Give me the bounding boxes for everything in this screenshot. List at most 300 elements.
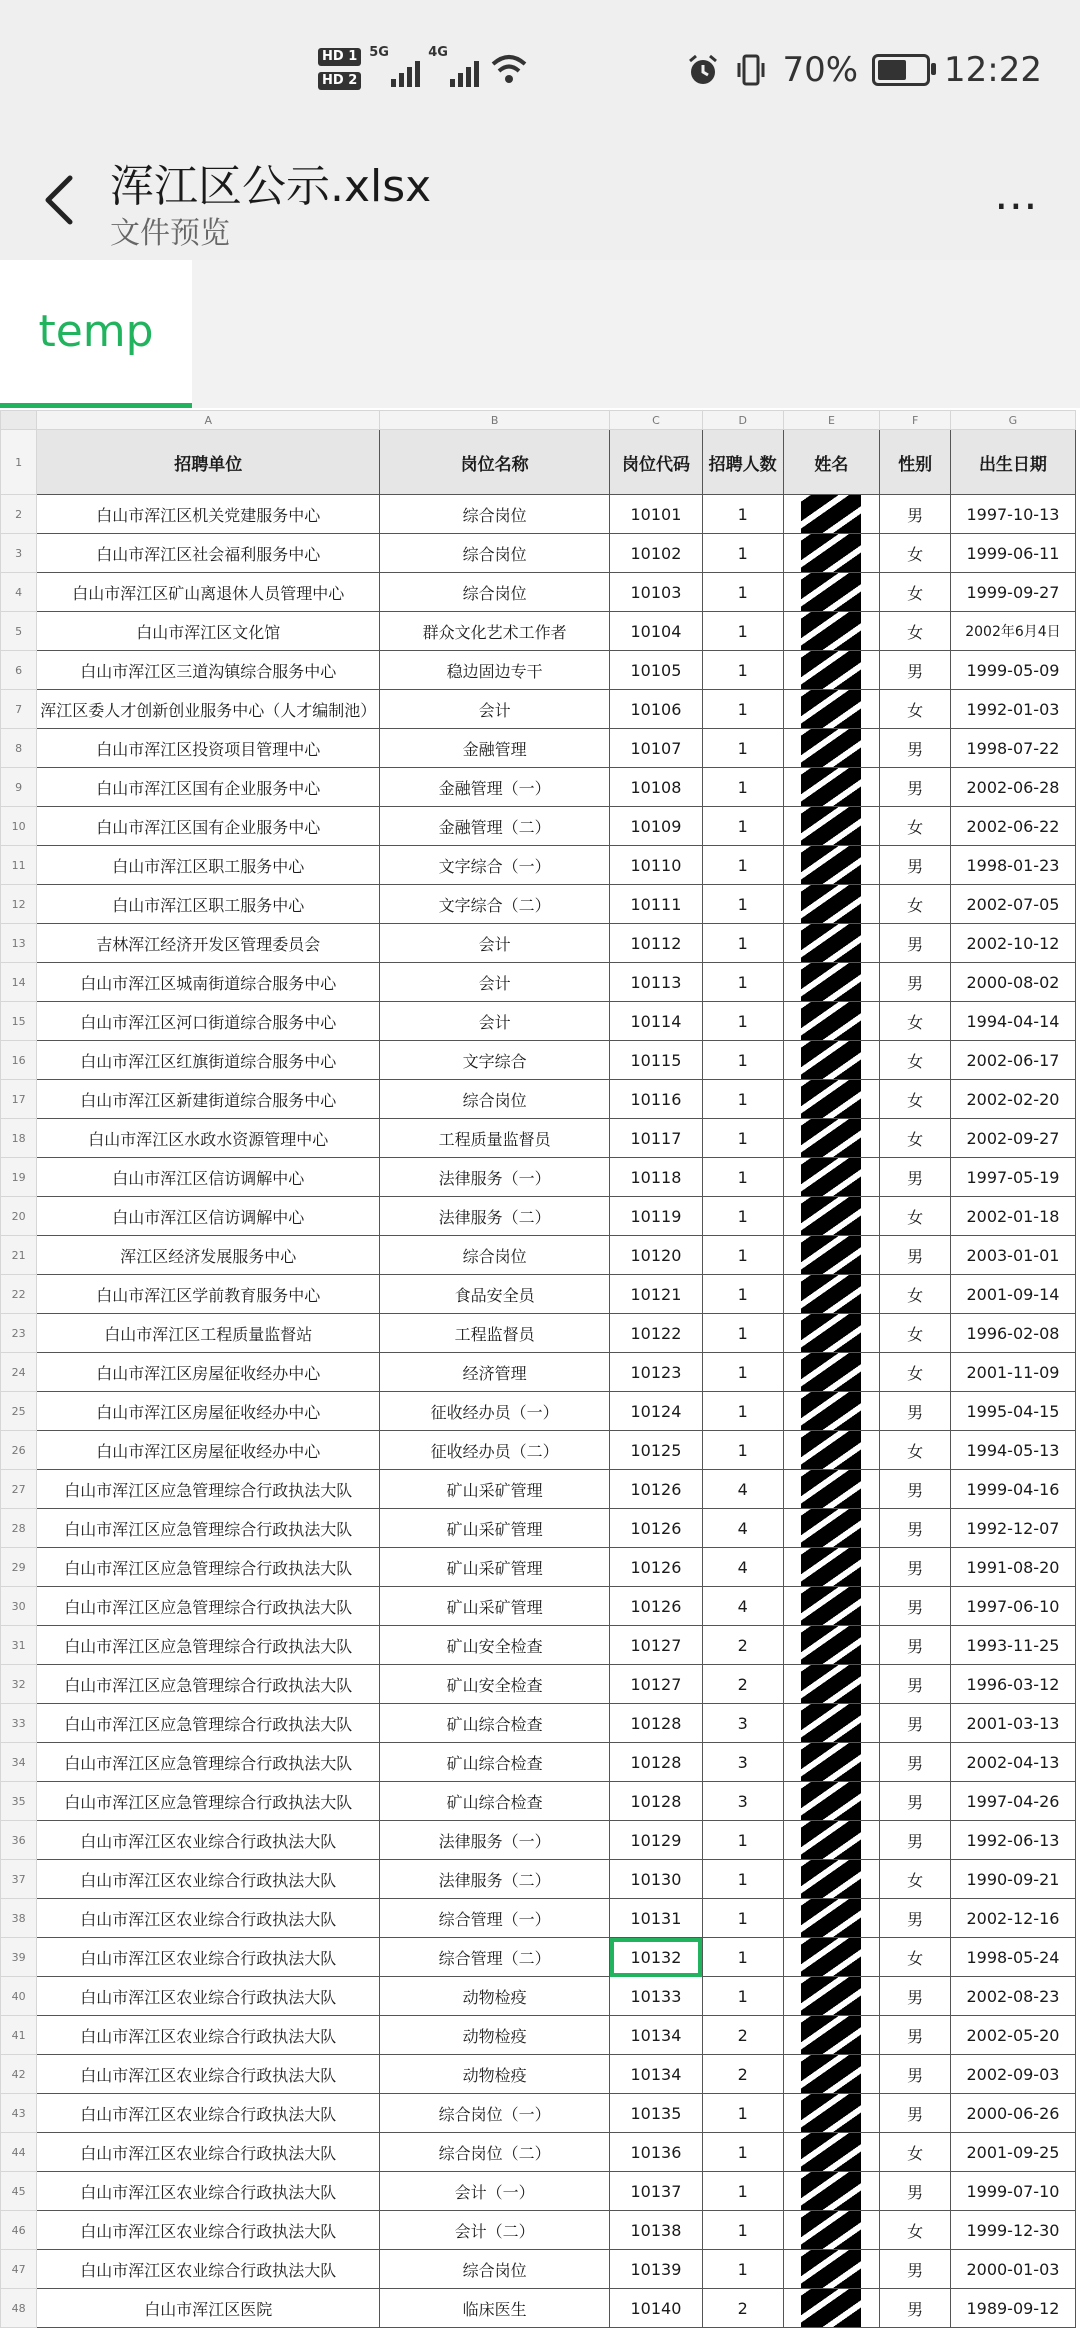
cell-gender[interactable]: 男 [880, 651, 951, 690]
row-number[interactable]: 43 [1, 2094, 37, 2133]
cell-name[interactable] [783, 1821, 880, 1860]
cell-unit[interactable]: 白山市浑江区应急管理综合行政执法大队 [37, 1548, 380, 1587]
row-number[interactable]: 8 [1, 729, 37, 768]
cell-count[interactable]: 1 [702, 651, 783, 690]
cell-count[interactable]: 2 [702, 1665, 783, 1704]
cell-post[interactable]: 综合岗位（一） [380, 2094, 610, 2133]
cell-gender[interactable]: 男 [880, 1470, 951, 1509]
cell-code[interactable]: 10137 [610, 2172, 703, 2211]
cell-name[interactable] [783, 534, 880, 573]
cell-name[interactable] [783, 573, 880, 612]
cell-dob[interactable]: 1994-05-13 [950, 1431, 1075, 1470]
cell-count[interactable]: 3 [702, 1782, 783, 1821]
row-number[interactable]: 9 [1, 768, 37, 807]
cell-count[interactable]: 2 [702, 1626, 783, 1665]
cell-post[interactable]: 法律服务（二） [380, 1860, 610, 1899]
cell-code[interactable]: 10128 [610, 1743, 703, 1782]
cell-count[interactable]: 1 [702, 1236, 783, 1275]
cell-name[interactable] [783, 2016, 880, 2055]
cell-unit[interactable]: 白山市浑江区社会福利服务中心 [37, 534, 380, 573]
cell-code[interactable]: 10136 [610, 2133, 703, 2172]
cell-post[interactable]: 综合岗位 [380, 1236, 610, 1275]
cell-code[interactable]: 10101 [610, 495, 703, 534]
cell-gender[interactable]: 女 [880, 1197, 951, 1236]
cell-unit[interactable]: 白山市浑江区城南街道综合服务中心 [37, 963, 380, 1002]
cell-count[interactable]: 1 [702, 2250, 783, 2289]
cell-name[interactable] [783, 651, 880, 690]
cell-name[interactable] [783, 2289, 880, 2328]
cell-unit[interactable]: 白山市浑江区农业综合行政执法大队 [37, 2016, 380, 2055]
cell-unit[interactable]: 白山市浑江区国有企业服务中心 [37, 768, 380, 807]
cell-code[interactable]: 10125 [610, 1431, 703, 1470]
cell-dob[interactable]: 1999-07-10 [950, 2172, 1075, 2211]
cell-dob[interactable]: 1999-12-30 [950, 2211, 1075, 2250]
cell-post[interactable]: 综合管理（一） [380, 1899, 610, 1938]
column-letter[interactable]: D [702, 411, 783, 430]
cell-dob[interactable]: 1993-11-25 [950, 1626, 1075, 1665]
cell-gender[interactable]: 女 [880, 1002, 951, 1041]
cell-name[interactable] [783, 2172, 880, 2211]
cell-code[interactable]: 10109 [610, 807, 703, 846]
cell-count[interactable]: 1 [702, 924, 783, 963]
cell-code[interactable]: 10118 [610, 1158, 703, 1197]
cell-post[interactable]: 文字综合 [380, 1041, 610, 1080]
row-number[interactable]: 37 [1, 1860, 37, 1899]
row-number[interactable]: 23 [1, 1314, 37, 1353]
row-number[interactable]: 20 [1, 1197, 37, 1236]
cell-post[interactable]: 经济管理 [380, 1353, 610, 1392]
cell-gender[interactable]: 女 [880, 1041, 951, 1080]
row-number[interactable]: 28 [1, 1509, 37, 1548]
cell-name[interactable] [783, 1938, 880, 1977]
cell-post[interactable]: 矿山采矿管理 [380, 1470, 610, 1509]
cell-gender[interactable]: 男 [880, 729, 951, 768]
cell-post[interactable]: 综合岗位 [380, 1080, 610, 1119]
cell-code[interactable]: 10123 [610, 1353, 703, 1392]
cell-name[interactable] [783, 1899, 880, 1938]
cell-post[interactable]: 矿山采矿管理 [380, 1509, 610, 1548]
cell-name[interactable] [783, 1080, 880, 1119]
cell-dob[interactable]: 2002-02-20 [950, 1080, 1075, 1119]
cell-count[interactable]: 1 [702, 1431, 783, 1470]
cell-count[interactable]: 1 [702, 2172, 783, 2211]
cell-count[interactable]: 1 [702, 1275, 783, 1314]
cell-unit[interactable]: 白山市浑江区三道沟镇综合服务中心 [37, 651, 380, 690]
cell-name[interactable] [783, 612, 880, 651]
cell-count[interactable]: 1 [702, 1197, 783, 1236]
row-number[interactable]: 34 [1, 1743, 37, 1782]
cell-code[interactable]: 10111 [610, 885, 703, 924]
cell-unit[interactable]: 白山市浑江区河口街道综合服务中心 [37, 1002, 380, 1041]
cell-name[interactable] [783, 729, 880, 768]
cell-gender[interactable]: 男 [880, 1158, 951, 1197]
cell-count[interactable]: 1 [702, 1899, 783, 1938]
cell-code[interactable]: 10127 [610, 1626, 703, 1665]
cell-code[interactable]: 10107 [610, 729, 703, 768]
cell-unit[interactable]: 浑江区经济发展服务中心 [37, 1236, 380, 1275]
cell-unit[interactable]: 白山市浑江区应急管理综合行政执法大队 [37, 1743, 380, 1782]
cell-name[interactable] [783, 1119, 880, 1158]
row-number[interactable]: 19 [1, 1158, 37, 1197]
cell-code[interactable]: 10140 [610, 2289, 703, 2328]
cell-post[interactable]: 群众文化艺术工作者 [380, 612, 610, 651]
cell-unit[interactable]: 白山市浑江区应急管理综合行政执法大队 [37, 1665, 380, 1704]
row-number[interactable]: 15 [1, 1002, 37, 1041]
cell-code[interactable]: 10106 [610, 690, 703, 729]
cell-code[interactable]: 10119 [610, 1197, 703, 1236]
header-cell-unit[interactable]: 招聘单位 [37, 430, 380, 495]
cell-code[interactable]: 10124 [610, 1392, 703, 1431]
cell-gender[interactable]: 男 [880, 1821, 951, 1860]
cell-gender[interactable]: 女 [880, 534, 951, 573]
cell-name[interactable] [783, 1431, 880, 1470]
cell-code[interactable]: 10113 [610, 963, 703, 1002]
cell-unit[interactable]: 白山市浑江区农业综合行政执法大队 [37, 1821, 380, 1860]
cell-gender[interactable]: 女 [880, 1860, 951, 1899]
cell-count[interactable]: 1 [702, 2211, 783, 2250]
cell-unit[interactable]: 白山市浑江区农业综合行政执法大队 [37, 2055, 380, 2094]
row-number[interactable]: 33 [1, 1704, 37, 1743]
cell-dob[interactable]: 2002-08-23 [950, 1977, 1075, 2016]
cell-code[interactable]: 10134 [610, 2016, 703, 2055]
cell-post[interactable]: 食品安全员 [380, 1275, 610, 1314]
cell-dob[interactable]: 2002-01-18 [950, 1197, 1075, 1236]
row-number[interactable]: 36 [1, 1821, 37, 1860]
cell-code[interactable]: 10121 [610, 1275, 703, 1314]
tab-temp[interactable]: temp [0, 260, 192, 408]
cell-gender[interactable]: 女 [880, 1080, 951, 1119]
cell-gender[interactable]: 女 [880, 1353, 951, 1392]
cell-unit[interactable]: 白山市浑江区房屋征收经办中心 [37, 1431, 380, 1470]
cell-dob[interactable]: 1991-08-20 [950, 1548, 1075, 1587]
cell-code[interactable]: 10134 [610, 2055, 703, 2094]
header-cell-gender[interactable]: 性别 [880, 430, 951, 495]
cell-post[interactable]: 综合管理（二） [380, 1938, 610, 1977]
row-number[interactable]: 27 [1, 1470, 37, 1509]
cell-count[interactable]: 1 [702, 885, 783, 924]
cell-dob[interactable]: 1997-05-19 [950, 1158, 1075, 1197]
cell-post[interactable]: 金融管理（一） [380, 768, 610, 807]
back-button[interactable] [40, 170, 80, 230]
row-number[interactable]: 26 [1, 1431, 37, 1470]
cell-gender[interactable]: 男 [880, 2016, 951, 2055]
row-number[interactable]: 18 [1, 1119, 37, 1158]
cell-post[interactable]: 工程质量监督员 [380, 1119, 610, 1158]
cell-name[interactable] [783, 1353, 880, 1392]
cell-unit[interactable]: 浑江区委人才创新创业服务中心（人才编制池） [37, 690, 380, 729]
cell-dob[interactable]: 1996-03-12 [950, 1665, 1075, 1704]
cell-name[interactable] [783, 1665, 880, 1704]
cell-count[interactable]: 1 [702, 846, 783, 885]
more-options-button[interactable]: ⋯ [994, 180, 1040, 231]
header-cell-name[interactable]: 姓名 [783, 430, 880, 495]
cell-post[interactable]: 法律服务（二） [380, 1197, 610, 1236]
cell-post[interactable]: 征收经办员（一） [380, 1392, 610, 1431]
cell-name[interactable] [783, 1587, 880, 1626]
cell-gender[interactable]: 男 [880, 1899, 951, 1938]
cell-code[interactable]: 10114 [610, 1002, 703, 1041]
cell-name[interactable] [783, 2250, 880, 2289]
cell-post[interactable]: 会计 [380, 1002, 610, 1041]
cell-name[interactable] [783, 885, 880, 924]
cell-code[interactable]: 10122 [610, 1314, 703, 1353]
cell-dob[interactable]: 1999-09-27 [950, 573, 1075, 612]
row-number[interactable]: 14 [1, 963, 37, 1002]
cell-post[interactable]: 矿山采矿管理 [380, 1587, 610, 1626]
cell-gender[interactable]: 女 [880, 690, 951, 729]
cell-count[interactable]: 1 [702, 729, 783, 768]
cell-name[interactable] [783, 846, 880, 885]
cell-dob[interactable]: 2002-04-13 [950, 1743, 1075, 1782]
cell-code[interactable]: 10138 [610, 2211, 703, 2250]
cell-post[interactable]: 矿山综合检查 [380, 1782, 610, 1821]
cell-dob[interactable]: 1992-06-13 [950, 1821, 1075, 1860]
row-number[interactable]: 46 [1, 2211, 37, 2250]
header-cell-count[interactable]: 招聘人数 [702, 430, 783, 495]
row-number[interactable]: 30 [1, 1587, 37, 1626]
cell-post[interactable]: 矿山安全检查 [380, 1626, 610, 1665]
cell-dob[interactable]: 1999-05-09 [950, 651, 1075, 690]
cell-dob[interactable]: 2002-09-27 [950, 1119, 1075, 1158]
cell-gender[interactable]: 女 [880, 573, 951, 612]
row-number[interactable]: 4 [1, 573, 37, 612]
cell-unit[interactable]: 白山市浑江区机关党建服务中心 [37, 495, 380, 534]
cell-count[interactable]: 3 [702, 1704, 783, 1743]
cell-dob[interactable]: 2001-11-09 [950, 1353, 1075, 1392]
row-number[interactable]: 5 [1, 612, 37, 651]
row-number[interactable]: 39 [1, 1938, 37, 1977]
cell-post[interactable]: 工程监督员 [380, 1314, 610, 1353]
cell-dob[interactable]: 2001-09-25 [950, 2133, 1075, 2172]
cell-gender[interactable]: 男 [880, 1236, 951, 1275]
cell-name[interactable] [783, 807, 880, 846]
cell-unit[interactable]: 白山市浑江区矿山离退休人员管理中心 [37, 573, 380, 612]
cell-code[interactable]: 10131 [610, 1899, 703, 1938]
cell-unit[interactable]: 白山市浑江区房屋征收经办中心 [37, 1353, 380, 1392]
cell-gender[interactable]: 女 [880, 807, 951, 846]
cell-gender[interactable]: 女 [880, 1431, 951, 1470]
cell-post[interactable]: 综合岗位 [380, 495, 610, 534]
row-number[interactable]: 48 [1, 2289, 37, 2328]
cell-code[interactable]: 10115 [610, 1041, 703, 1080]
cell-name[interactable] [783, 1860, 880, 1899]
cell-count[interactable]: 4 [702, 1548, 783, 1587]
cell-dob[interactable]: 1999-06-11 [950, 534, 1075, 573]
corner-cell[interactable] [1, 411, 37, 430]
cell-count[interactable]: 2 [702, 2289, 783, 2328]
cell-unit[interactable]: 白山市浑江区红旗街道综合服务中心 [37, 1041, 380, 1080]
cell-post[interactable]: 动物检疫 [380, 1977, 610, 2016]
row-number[interactable]: 2 [1, 495, 37, 534]
cell-unit[interactable]: 白山市浑江区农业综合行政执法大队 [37, 1977, 380, 2016]
cell-dob[interactable]: 1990-09-21 [950, 1860, 1075, 1899]
cell-post[interactable]: 法律服务（一） [380, 1821, 610, 1860]
cell-name[interactable] [783, 768, 880, 807]
row-number[interactable]: 47 [1, 2250, 37, 2289]
cell-count[interactable]: 1 [702, 1041, 783, 1080]
cell-gender[interactable]: 女 [880, 2133, 951, 2172]
cell-name[interactable] [783, 1470, 880, 1509]
cell-gender[interactable]: 女 [880, 1938, 951, 1977]
cell-name[interactable] [783, 1743, 880, 1782]
cell-gender[interactable]: 男 [880, 1665, 951, 1704]
cell-name[interactable] [783, 1626, 880, 1665]
cell-name[interactable] [783, 963, 880, 1002]
cell-name[interactable] [783, 1782, 880, 1821]
cell-post[interactable]: 会计 [380, 924, 610, 963]
cell-count[interactable]: 1 [702, 1119, 783, 1158]
cell-name[interactable] [783, 495, 880, 534]
cell-unit[interactable]: 吉林浑江经济开发区管理委员会 [37, 924, 380, 963]
cell-dob[interactable]: 2002-06-28 [950, 768, 1075, 807]
cell-name[interactable] [783, 924, 880, 963]
cell-dob[interactable]: 1999-04-16 [950, 1470, 1075, 1509]
cell-gender[interactable]: 女 [880, 1275, 951, 1314]
cell-dob[interactable]: 1992-12-07 [950, 1509, 1075, 1548]
cell-dob[interactable]: 1989-09-12 [950, 2289, 1075, 2328]
cell-count[interactable]: 1 [702, 1314, 783, 1353]
cell-code[interactable]: 10129 [610, 1821, 703, 1860]
cell-code[interactable]: 10128 [610, 1782, 703, 1821]
cell-count[interactable]: 1 [702, 1977, 783, 2016]
cell-post[interactable]: 矿山综合检查 [380, 1743, 610, 1782]
cell-gender[interactable]: 男 [880, 1743, 951, 1782]
cell-code[interactable]: 10126 [610, 1470, 703, 1509]
cell-count[interactable]: 3 [702, 1743, 783, 1782]
cell-count[interactable]: 1 [702, 1080, 783, 1119]
cell-code[interactable]: 10108 [610, 768, 703, 807]
cell-name[interactable] [783, 2094, 880, 2133]
cell-gender[interactable]: 男 [880, 2055, 951, 2094]
cell-name[interactable] [783, 1236, 880, 1275]
cell-dob[interactable]: 1998-07-22 [950, 729, 1075, 768]
row-number[interactable]: 16 [1, 1041, 37, 1080]
cell-unit[interactable]: 白山市浑江区职工服务中心 [37, 885, 380, 924]
cell-post[interactable]: 矿山采矿管理 [380, 1548, 610, 1587]
cell-name[interactable] [783, 1392, 880, 1431]
cell-count[interactable]: 1 [702, 2133, 783, 2172]
cell-count[interactable]: 1 [702, 1158, 783, 1197]
cell-count[interactable]: 1 [702, 690, 783, 729]
row-number[interactable]: 29 [1, 1548, 37, 1587]
row-number[interactable]: 11 [1, 846, 37, 885]
cell-unit[interactable]: 白山市浑江区农业综合行政执法大队 [37, 2211, 380, 2250]
cell-code[interactable]: 10120 [610, 1236, 703, 1275]
cell-name[interactable] [783, 2211, 880, 2250]
cell-unit[interactable]: 白山市浑江区信访调解中心 [37, 1158, 380, 1197]
cell-unit[interactable]: 白山市浑江区水政水资源管理中心 [37, 1119, 380, 1158]
spreadsheet-view[interactable] [0, 410, 1080, 2340]
cell-code[interactable]: 10135 [610, 2094, 703, 2133]
cell-unit[interactable]: 白山市浑江区应急管理综合行政执法大队 [37, 1704, 380, 1743]
header-cell-dob[interactable]: 出生日期 [950, 430, 1075, 495]
cell-post[interactable]: 会计（一） [380, 2172, 610, 2211]
cell-name[interactable] [783, 1509, 880, 1548]
cell-gender[interactable]: 男 [880, 768, 951, 807]
row-number[interactable]: 1 [1, 430, 37, 495]
cell-unit[interactable]: 白山市浑江区新建街道综合服务中心 [37, 1080, 380, 1119]
cell-count[interactable]: 1 [702, 1392, 783, 1431]
cell-dob[interactable]: 2000-06-26 [950, 2094, 1075, 2133]
cell-post[interactable]: 稳边固边专干 [380, 651, 610, 690]
cell-dob[interactable]: 2001-03-13 [950, 1704, 1075, 1743]
cell-dob[interactable]: 1996-02-08 [950, 1314, 1075, 1353]
cell-count[interactable]: 4 [702, 1509, 783, 1548]
cell-gender[interactable]: 男 [880, 846, 951, 885]
cell-count[interactable]: 1 [702, 495, 783, 534]
cell-code[interactable]: 10104 [610, 612, 703, 651]
cell-dob[interactable]: 1992-01-03 [950, 690, 1075, 729]
cell-post[interactable]: 会计 [380, 690, 610, 729]
cell-count[interactable]: 1 [702, 1938, 783, 1977]
row-number[interactable]: 24 [1, 1353, 37, 1392]
cell-unit[interactable]: 白山市浑江区农业综合行政执法大队 [37, 2133, 380, 2172]
cell-dob[interactable]: 1998-01-23 [950, 846, 1075, 885]
cell-gender[interactable]: 男 [880, 1392, 951, 1431]
row-number[interactable]: 21 [1, 1236, 37, 1275]
cell-unit[interactable]: 白山市浑江区应急管理综合行政执法大队 [37, 1626, 380, 1665]
row-number[interactable]: 35 [1, 1782, 37, 1821]
row-number[interactable]: 22 [1, 1275, 37, 1314]
cell-code[interactable]: 10102 [610, 534, 703, 573]
row-number[interactable]: 41 [1, 2016, 37, 2055]
cell-gender[interactable]: 男 [880, 1626, 951, 1665]
cell-dob[interactable]: 1994-04-14 [950, 1002, 1075, 1041]
cell-count[interactable]: 1 [702, 2094, 783, 2133]
cell-gender[interactable]: 男 [880, 924, 951, 963]
cell-gender[interactable]: 男 [880, 1587, 951, 1626]
cell-unit[interactable]: 白山市浑江区文化馆 [37, 612, 380, 651]
cell-code[interactable]: 10126 [610, 1548, 703, 1587]
cell-post[interactable]: 动物检疫 [380, 2055, 610, 2094]
cell-gender[interactable]: 男 [880, 1509, 951, 1548]
cell-post[interactable]: 综合岗位 [380, 573, 610, 612]
cell-post[interactable]: 金融管理（二） [380, 807, 610, 846]
cell-count[interactable]: 1 [702, 1821, 783, 1860]
cell-post[interactable]: 矿山综合检查 [380, 1704, 610, 1743]
cell-count[interactable]: 1 [702, 768, 783, 807]
cell-count[interactable]: 1 [702, 963, 783, 1002]
cell-name[interactable] [783, 1041, 880, 1080]
cell-unit[interactable]: 白山市浑江区应急管理综合行政执法大队 [37, 1782, 380, 1821]
cell-name[interactable] [783, 1704, 880, 1743]
cell-name[interactable] [783, 1314, 880, 1353]
cell-post[interactable]: 金融管理 [380, 729, 610, 768]
cell-code[interactable]: 10126 [610, 1587, 703, 1626]
cell-post[interactable]: 文字综合（一） [380, 846, 610, 885]
cell-unit[interactable]: 白山市浑江区医院 [37, 2289, 380, 2328]
cell-dob[interactable]: 2003-01-01 [950, 1236, 1075, 1275]
cell-dob[interactable]: 1997-06-10 [950, 1587, 1075, 1626]
row-number[interactable]: 38 [1, 1899, 37, 1938]
cell-unit[interactable]: 白山市浑江区工程质量监督站 [37, 1314, 380, 1353]
header-cell-post[interactable]: 岗位名称 [380, 430, 610, 495]
cell-gender[interactable]: 女 [880, 1314, 951, 1353]
cell-count[interactable]: 1 [702, 1860, 783, 1899]
cell-code[interactable]: 10133 [610, 1977, 703, 2016]
cell-dob[interactable]: 2000-08-02 [950, 963, 1075, 1002]
cell-count[interactable]: 1 [702, 534, 783, 573]
cell-count[interactable]: 2 [702, 2016, 783, 2055]
cell-count[interactable]: 1 [702, 573, 783, 612]
row-number[interactable]: 12 [1, 885, 37, 924]
cell-gender[interactable]: 男 [880, 2289, 951, 2328]
cell-dob[interactable]: 2002-06-17 [950, 1041, 1075, 1080]
cell-dob[interactable]: 2002年6月4日 [950, 612, 1075, 651]
cell-gender[interactable]: 男 [880, 963, 951, 1002]
cell-gender[interactable]: 女 [880, 1119, 951, 1158]
cell-dob[interactable]: 1997-04-26 [950, 1782, 1075, 1821]
